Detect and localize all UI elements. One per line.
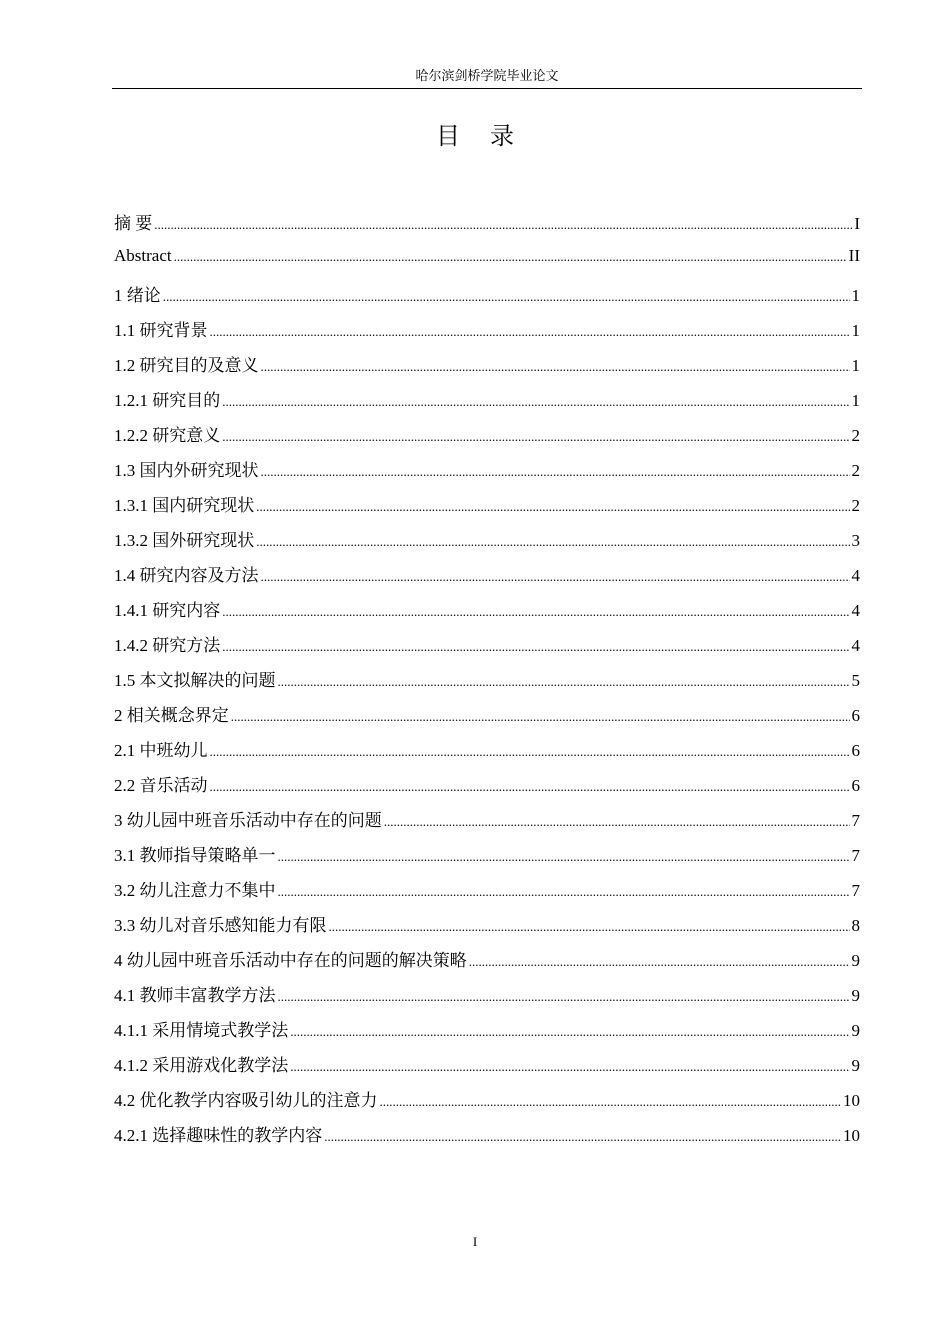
toc-entry-label: 3.2 幼儿注意力不集中 <box>114 881 276 900</box>
toc-leader-dots <box>278 674 850 690</box>
toc-entry[interactable] <box>114 526 860 561</box>
toc-entry[interactable] <box>114 1051 860 1086</box>
toc-entry-label: 2.2 音乐活动 <box>114 776 208 795</box>
toc-leader-dots <box>222 394 849 410</box>
toc-entry[interactable] <box>114 946 860 981</box>
toc-entry-page: 9 <box>851 986 860 1005</box>
toc-entry[interactable] <box>114 491 860 526</box>
toc-entry-page: 4 <box>851 566 860 585</box>
toc-entry[interactable] <box>114 806 860 841</box>
toc-entry[interactable] <box>114 456 860 491</box>
toc-leader-dots <box>174 249 847 265</box>
toc-leader-dots <box>380 1094 842 1110</box>
toc-leader-dots <box>163 289 850 305</box>
toc-entry-page: 6 <box>851 741 860 760</box>
toc-entry[interactable] <box>114 701 860 736</box>
toc-entry-page: 2 <box>851 461 860 480</box>
toc-entry-label: 4.2.1 选择趣味性的教学内容 <box>114 1126 323 1145</box>
header-title: 哈尔滨剑桥学院毕业论文 <box>415 68 559 83</box>
toc-entry-page: 2 <box>851 496 860 515</box>
toc-entry-page: 8 <box>851 916 860 935</box>
toc-entry-label: 1 绪论 <box>114 286 161 305</box>
toc-entry-page: 3 <box>851 531 860 550</box>
toc-entry[interactable] <box>114 316 860 351</box>
toc-entry-label: 1.3.2 国外研究现状 <box>114 531 255 550</box>
toc-entry-label: 3.1 教师指导策略单一 <box>114 846 276 865</box>
toc-entry-page: 10 <box>843 1126 860 1145</box>
toc-entry-label: 3.3 幼儿对音乐感知能力有限 <box>114 916 327 935</box>
toc-entry[interactable] <box>114 1121 860 1156</box>
toc-entry-label: 4.1.2 采用游戏化教学法 <box>114 1056 289 1075</box>
toc-entry[interactable] <box>114 666 860 701</box>
toc-leader-dots <box>261 359 850 375</box>
toc-entry-page: 1 <box>851 286 860 305</box>
toc-entry[interactable] <box>114 596 860 631</box>
toc-entry[interactable] <box>114 281 860 316</box>
toc-leader-dots <box>384 814 850 830</box>
toc-entry[interactable] <box>114 981 860 1016</box>
toc-entry-page: 9 <box>851 1021 860 1040</box>
toc-leader-dots <box>256 534 849 550</box>
toc-entry[interactable] <box>114 911 860 946</box>
toc-leader-dots <box>222 639 849 655</box>
toc-leader-dots <box>210 779 850 795</box>
toc-leader-dots <box>154 217 852 233</box>
toc-entry-label: 3 幼儿园中班音乐活动中存在的问题 <box>114 811 382 830</box>
toc-leader-dots <box>222 604 849 620</box>
toc-leader-dots <box>261 464 850 480</box>
toc-entry-label: 1.2.1 研究目的 <box>114 391 221 410</box>
toc-leader-dots <box>210 324 850 340</box>
toc-leader-dots <box>278 849 850 865</box>
toc-entry-page: 2 <box>851 426 860 445</box>
toc-entry-page: 9 <box>851 951 860 970</box>
toc-leader-dots <box>261 569 850 585</box>
toc-entry[interactable] <box>114 386 860 421</box>
toc-leader-dots <box>290 1059 849 1075</box>
toc-entry-page: 7 <box>851 811 860 830</box>
toc-entry[interactable] <box>114 1086 860 1121</box>
toc-leader-dots <box>210 744 850 760</box>
toc-entry[interactable] <box>114 246 860 281</box>
toc-entry[interactable] <box>114 876 860 911</box>
toc-entry-page: 9 <box>851 1056 860 1075</box>
toc-entry-page: I <box>854 214 860 233</box>
toc-entry-label: 4.1.1 采用情境式教学法 <box>114 1021 289 1040</box>
toc-leader-dots <box>324 1129 841 1145</box>
toc-title: 目录 <box>436 124 544 150</box>
toc-entry-label: 1.2.2 研究意义 <box>114 426 221 445</box>
page-number: I <box>472 1234 478 1249</box>
toc-entry-page: 1 <box>851 356 860 375</box>
toc-entry-page: 10 <box>843 1091 860 1110</box>
toc-entry-page: 4 <box>851 601 860 620</box>
toc-leader-dots <box>290 1024 849 1040</box>
toc-entry-label: 1.2 研究目的及意义 <box>114 356 259 375</box>
toc-entry-label: 1.4.2 研究方法 <box>114 636 221 655</box>
toc-entry-page: 7 <box>851 846 860 865</box>
toc-entry[interactable] <box>114 736 860 771</box>
toc-entry-label: 1.1 研究背景 <box>114 321 208 340</box>
table-of-contents <box>114 209 860 1156</box>
toc-entry-page: 7 <box>851 881 860 900</box>
toc-leader-dots <box>278 884 850 900</box>
toc-leader-dots <box>256 499 849 515</box>
toc-entry-label: 4.1 教师丰富教学方法 <box>114 986 276 1005</box>
toc-leader-dots <box>222 429 849 445</box>
toc-entry[interactable] <box>114 631 860 666</box>
toc-entry[interactable] <box>114 1016 860 1051</box>
toc-entry[interactable] <box>114 421 860 456</box>
toc-entry-label: 1.3.1 国内研究现状 <box>114 496 255 515</box>
toc-entry-label: 摘 要 <box>114 214 153 233</box>
toc-entry-page: II <box>848 246 860 265</box>
toc-leader-dots <box>278 989 850 1005</box>
toc-entry-page: 5 <box>851 671 860 690</box>
toc-entry[interactable] <box>114 561 860 596</box>
toc-entry-label: Abstract <box>114 246 172 265</box>
toc-entry-label: 2.1 中班幼儿 <box>114 741 208 760</box>
toc-entry[interactable] <box>114 841 860 876</box>
toc-leader-dots <box>469 954 850 970</box>
toc-entry-page: 4 <box>851 636 860 655</box>
toc-entry-page: 6 <box>851 706 860 725</box>
toc-entry-label: 4 幼儿园中班音乐活动中存在的问题的解决策略 <box>114 951 467 970</box>
toc-entry-page: 6 <box>851 776 860 795</box>
toc-entry[interactable] <box>114 351 860 386</box>
toc-entry-label: 1.5 本文拟解决的问题 <box>114 671 276 690</box>
page-header <box>112 64 862 89</box>
toc-entry[interactable] <box>114 209 860 246</box>
toc-entry-page: 1 <box>851 391 860 410</box>
toc-leader-dots <box>231 709 850 725</box>
toc-leader-dots <box>329 919 850 935</box>
toc-entry-label: 1.4 研究内容及方法 <box>114 566 259 585</box>
toc-entry-page: 1 <box>851 321 860 340</box>
toc-entry-label: 1.4.1 研究内容 <box>114 601 221 620</box>
toc-entry-label: 1.3 国内外研究现状 <box>114 461 259 480</box>
toc-entry[interactable] <box>114 771 860 806</box>
toc-entry-label: 2 相关概念界定 <box>114 706 229 725</box>
toc-entry-label: 4.2 优化教学内容吸引幼儿的注意力 <box>114 1091 378 1110</box>
